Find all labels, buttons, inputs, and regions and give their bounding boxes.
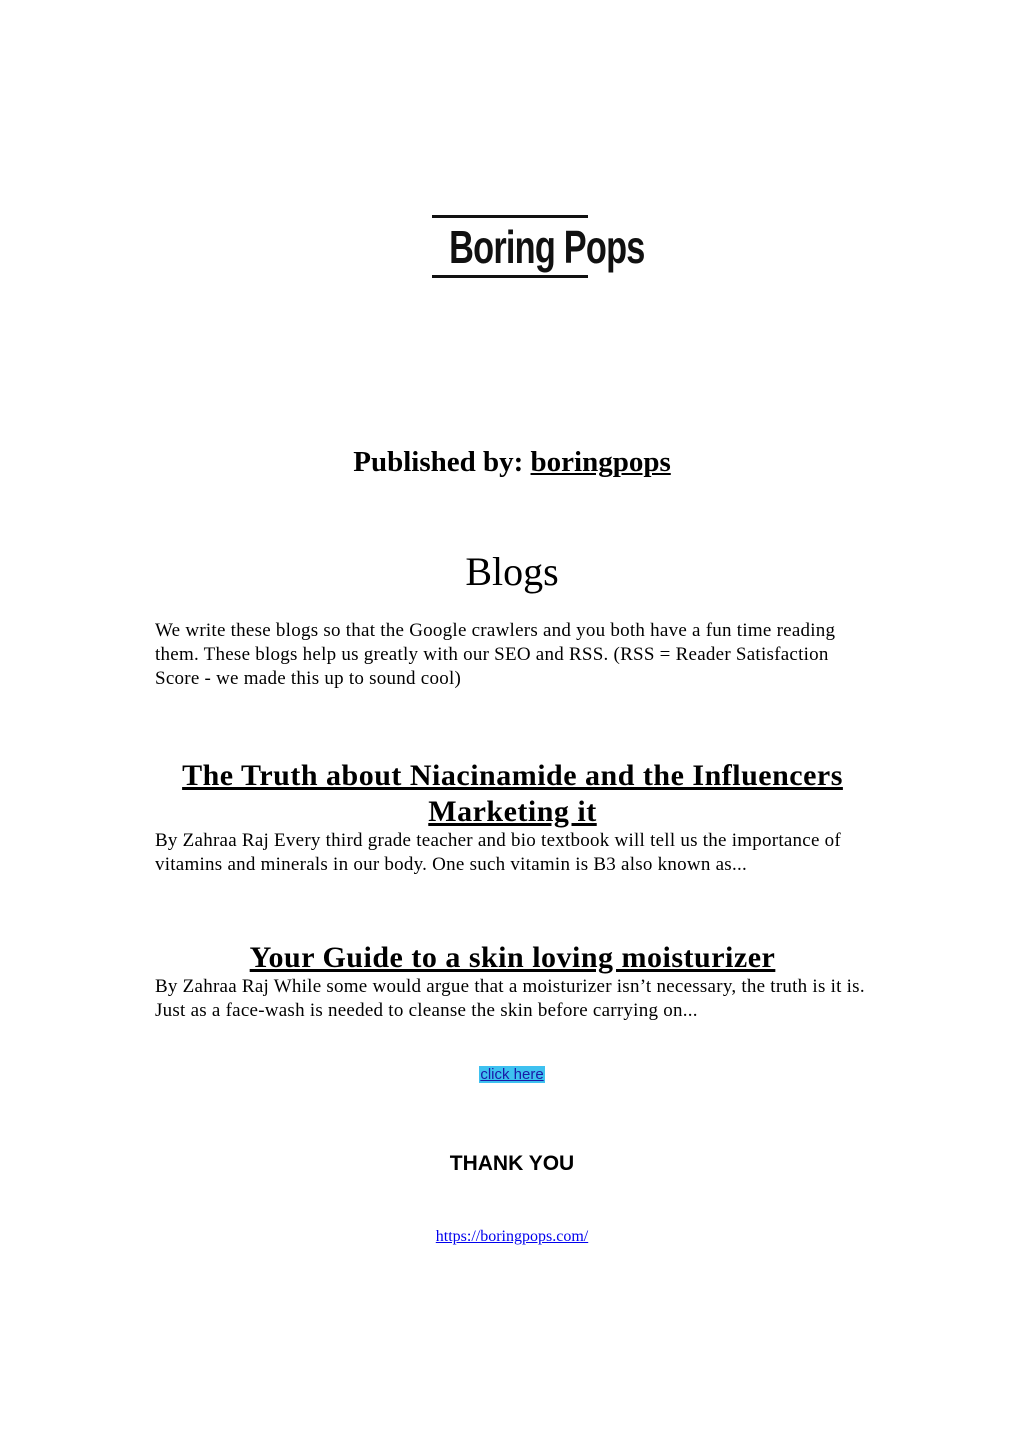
published-by-label: Published by: bbox=[353, 446, 524, 478]
intro-paragraph: We write these blogs so that the Google crawlers and you both have a fun time reading them. These blogs help us greatly with our SEO and RSS. (RSS = Reader Satisfaction Score - we made this up to sound cool) bbox=[155, 620, 836, 689]
post-title bbox=[155, 758, 870, 830]
thank-you-text: THANK YOU bbox=[449, 1152, 575, 1175]
post-title bbox=[155, 940, 870, 976]
logo-top-rule bbox=[432, 215, 588, 218]
click-here-link[interactable]: click here bbox=[480, 1066, 544, 1083]
post-title-link[interactable]: The Truth about Niacinamide and the Influencers Marketing it bbox=[182, 759, 843, 828]
post-title-link[interactable]: Your Guide to a skin loving moisturizer bbox=[249, 941, 776, 974]
logo-bottom-rule bbox=[432, 275, 588, 278]
post-excerpt: By Zahraa Raj Every third grade teacher and bio textbook will tell us the importance of vitamins and minerals in our body. One such vitamin is B3 also known as... bbox=[155, 830, 841, 875]
brand-logo bbox=[432, 215, 645, 279]
site-url-link[interactable]: https://boringpops.com/ bbox=[435, 1228, 589, 1245]
author-link[interactable]: boringpops bbox=[530, 446, 671, 478]
page-title: Blogs bbox=[465, 549, 559, 594]
site-url-container bbox=[0, 1227, 1024, 1247]
post-excerpt: By Zahraa Raj While some would argue that a moisturizer isn’t necessary, the truth is it is. Just as a face-wash is needed to cleanse the skin before carrying on... bbox=[155, 976, 865, 1021]
cta-container bbox=[0, 1065, 1024, 1084]
published-by-line bbox=[0, 444, 1024, 480]
logo-wordmark: Boring Pops bbox=[449, 222, 645, 274]
